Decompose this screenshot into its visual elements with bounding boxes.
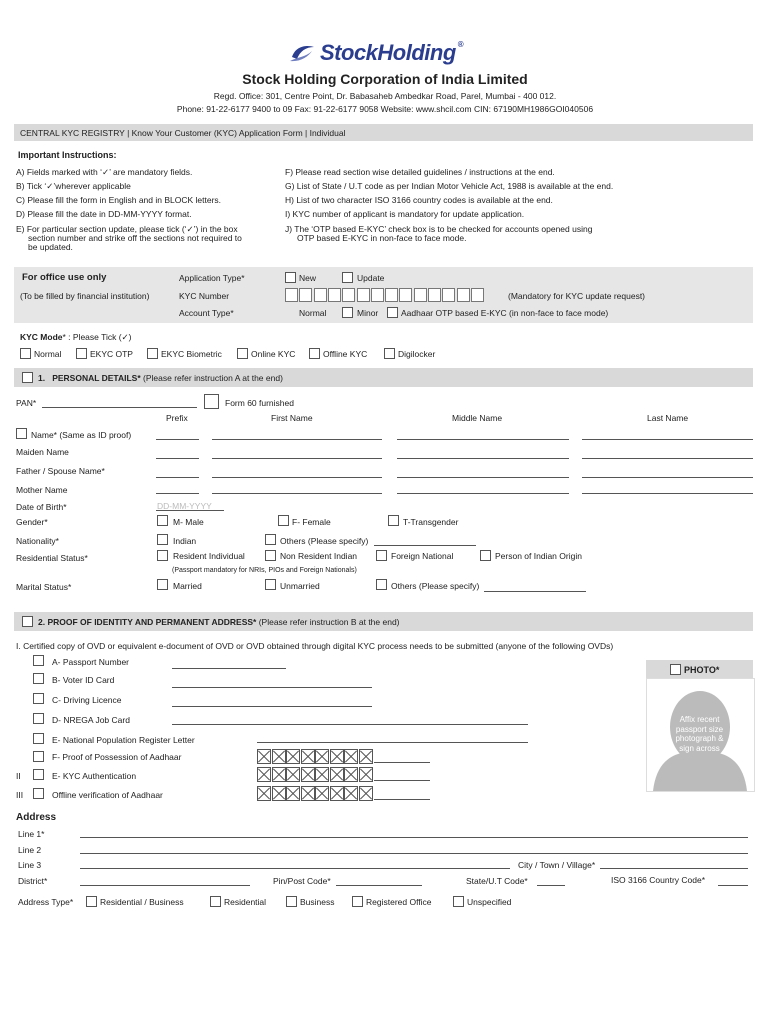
nationality-label: Nationality* (16, 536, 59, 546)
personal-section-checkbox[interactable] (22, 372, 33, 383)
option-label: EKYC OTP (90, 349, 133, 359)
kyc-mode-offline[interactable] (309, 348, 367, 359)
checkbox[interactable] (86, 896, 97, 907)
offline-aadhaar-checkbox[interactable] (33, 788, 44, 799)
option-label: Offline KYC (323, 349, 368, 359)
logo-text: StockHolding (320, 40, 456, 65)
driving-licence-checkbox[interactable] (33, 693, 44, 704)
name-field-line[interactable] (156, 477, 199, 478)
crossed-digit-box (344, 749, 358, 764)
kyc-digit-cell[interactable] (385, 288, 398, 302)
kyc-digit-cell[interactable] (299, 288, 312, 302)
roman-iii: III (16, 790, 24, 800)
form60-label: Form 60 furnished (225, 398, 294, 408)
kyc-digit-cell[interactable] (471, 288, 484, 302)
option-label: Digilocker (398, 349, 436, 359)
instruction-e-2: section number and strike off the sections not required to (28, 233, 242, 243)
passport-label: A- Passport Number (52, 657, 129, 667)
kyc-mode-digilocker[interactable] (384, 348, 435, 359)
aadhaar-possession-checkbox[interactable] (33, 751, 44, 762)
foreign-national-checkbox[interactable] (376, 550, 387, 561)
unmarried-checkbox[interactable] (265, 579, 276, 590)
photo-checkbox[interactable] (670, 664, 681, 675)
gender-male-checkbox[interactable] (157, 515, 168, 526)
kyc-digit-cell[interactable] (428, 288, 441, 302)
aadhaar-otp-label: Aadhaar OTP based E-KYC (in non-face to face mode) (401, 308, 609, 318)
marital-label: Marital Status* (16, 582, 72, 592)
address-type-business[interactable] (286, 896, 335, 907)
address-line3-field[interactable] (80, 868, 510, 869)
kyc-number-note: (Mandatory for KYC update request) (508, 291, 646, 301)
checkbox[interactable] (286, 896, 297, 907)
checkbox[interactable] (453, 896, 464, 907)
city-label: City / Town / Village* (518, 860, 596, 870)
ekyc-auth-checkbox[interactable] (33, 769, 44, 780)
checkbox[interactable] (20, 348, 31, 359)
kyc-number-label: KYC Number (179, 291, 230, 301)
marital-others-label: Others (Please specify) (391, 581, 480, 591)
instructions-heading: Important Instructions: (18, 150, 117, 160)
gender-female-checkbox[interactable] (278, 515, 289, 526)
minor-label: Minor (357, 308, 379, 318)
instruction-b: B) Tick ‘✓’wherever applicable (16, 181, 131, 191)
crossed-digit-box (359, 749, 373, 764)
passport-number-field[interactable] (172, 668, 286, 669)
crossed-digit-box (257, 749, 271, 764)
pan-label: PAN* (16, 398, 37, 408)
gender-male-label: M- Male (173, 517, 204, 527)
instruction-e-3: be updated. (28, 242, 73, 252)
state-field[interactable] (537, 885, 565, 886)
nationality-specify-field[interactable] (374, 545, 476, 546)
pio-label: Person of Indian Origin (495, 551, 582, 561)
crossed-digit-box (286, 749, 300, 764)
kyc-digit-cell[interactable] (342, 288, 355, 302)
nrega-label: D- NREGA Job Card (52, 715, 130, 725)
crossed-digit-box (257, 786, 271, 801)
kyc-mode-ekyc-otp[interactable] (76, 348, 133, 359)
unmarried-label: Unmarried (280, 581, 320, 591)
voter-id-field[interactable] (172, 687, 372, 688)
contact-line: Phone: 91-22-6177 9400 to 09 Fax: 91-22-6177 9058 Website: www.shcil.com CIN: 67190MH1986GOI040506 (176, 104, 594, 114)
kyc-mode-heading (20, 332, 132, 343)
checkbox[interactable] (237, 348, 248, 359)
address-type-registered-office[interactable] (352, 896, 432, 907)
crossed-digit-box (272, 786, 286, 801)
instruction-d: D) Please fill the date in DD-MM-YYYY format. (16, 209, 192, 219)
residential-label: Residential Status* (16, 553, 88, 563)
kyc-mode-normal[interactable] (20, 348, 61, 359)
father-label: Father / Spouse Name* (16, 466, 105, 476)
kyc-mode-online[interactable] (237, 348, 295, 359)
checkbox[interactable] (309, 348, 320, 359)
nationality-others-label: Others (Please specify) (280, 536, 369, 546)
resident-individual-label: Resident Individual (173, 551, 245, 561)
photo-note-line: Affix recent (679, 715, 720, 724)
name-field-line[interactable] (582, 439, 753, 440)
iso-label: ISO 3166 Country Code* (611, 875, 706, 885)
crossed-digit-box (272, 767, 286, 782)
ekyc-auth-label: E- KYC Authentication (52, 771, 137, 781)
address-line3-label: Line 3 (18, 860, 42, 870)
nri-checkbox[interactable] (265, 550, 276, 561)
gender-female-label: F- Female (292, 517, 331, 527)
digit-underline (374, 762, 430, 763)
office-use-subtitle: (To be filled by financial institution) (20, 291, 150, 301)
npr-field[interactable] (257, 742, 528, 743)
photo-note-line: sign across (679, 743, 720, 753)
digit-underline (374, 799, 430, 800)
pin-field[interactable] (336, 885, 422, 886)
foreign-national-label: Foreign National (391, 551, 454, 561)
name-field-line[interactable] (582, 458, 753, 459)
kyc-digit-cell[interactable] (414, 288, 427, 302)
identity-section-checkbox[interactable] (22, 616, 33, 627)
kyc-digit-cell[interactable] (357, 288, 370, 302)
married-checkbox[interactable] (157, 579, 168, 590)
new-label: New (299, 273, 317, 283)
state-label: State/U.T Code* (466, 876, 528, 886)
checkbox[interactable] (352, 896, 363, 907)
logo-swoosh-icon (288, 43, 316, 63)
kyc-digit-cell[interactable] (457, 288, 470, 302)
kyc-digit-cell[interactable] (399, 288, 412, 302)
instruction-h: H) List of two character ISO 3166 country codes is available at the end. (285, 195, 553, 205)
instruction-f: F) Please read section wise detailed guidelines / instructions at the end. (285, 167, 555, 177)
stockholding-logo (288, 40, 463, 66)
digit-underline (374, 780, 430, 781)
address-line1-field[interactable] (80, 837, 748, 838)
option-label: EKYC Biometric (161, 349, 222, 359)
crossed-digit-box (286, 767, 300, 782)
crossed-digit-box (344, 767, 358, 782)
crossed-digit-box (330, 749, 344, 764)
pin-label: Pin/Post Code* (273, 876, 331, 886)
photo-instruction (646, 715, 753, 753)
nationality-others-checkbox[interactable] (265, 534, 276, 545)
kyc-digit-cell[interactable] (285, 288, 298, 302)
company-name: Stock Holding Corporation of India Limited (242, 71, 528, 87)
option-label: Unspecified (467, 897, 512, 907)
last-name-header: Last Name (647, 413, 689, 423)
option-label: Registered Office (366, 897, 432, 907)
kyc-digit-cell[interactable] (371, 288, 384, 302)
crossed-digit-box (301, 786, 315, 801)
form60-checkbox[interactable] (204, 394, 219, 409)
name-field-line[interactable] (397, 493, 569, 494)
name-field-line[interactable] (212, 439, 382, 440)
option-label: Residential (224, 897, 267, 907)
crossed-digit-box (301, 767, 315, 782)
kyc-digit-cell[interactable] (442, 288, 455, 302)
form-title: CENTRAL KYC REGISTRY | Know Your Customer (KYC) Application Form | Individual (20, 128, 346, 138)
offline-aadhaar-label: Offline verification of Aadhaar (52, 790, 163, 800)
name-field-line[interactable] (397, 439, 569, 440)
instruction-i: I) KYC number of applicant is mandatory for update application. (285, 209, 525, 219)
instruction-a: A) Fields marked with ‘✓’ are mandatory fields. (16, 167, 193, 177)
section-number: 1. (38, 373, 46, 383)
name-field-line[interactable] (212, 493, 382, 494)
section-note: (Please refer instruction A at the end) (143, 373, 283, 383)
instruction-e-1: E) For particular section update, please tick (‘✓’) in the box (16, 224, 238, 234)
aadhaar-otp-checkbox[interactable] (387, 307, 398, 318)
section-note: (Please refer instruction B at the end) (258, 617, 400, 627)
nri-label: Non Resident Indian (280, 551, 358, 561)
registered-mark: ® (457, 40, 464, 49)
option-label: Online KYC (251, 349, 296, 359)
middle-name-header: Middle Name (452, 413, 503, 423)
account-normal-label: Normal (299, 308, 327, 318)
kyc-digit-cell[interactable] (328, 288, 341, 302)
name-field-line[interactable] (156, 493, 199, 494)
crossed-digit-box (301, 749, 315, 764)
roman-ii: II (16, 771, 21, 781)
iso-field[interactable] (718, 885, 748, 886)
address-type-residential[interactable] (210, 896, 266, 907)
dob-input[interactable]: DD-MM-YYYY (157, 501, 212, 511)
section-title: PERSONAL DETAILS* (52, 373, 141, 383)
marital-others-checkbox[interactable] (376, 579, 387, 590)
mother-label: Mother Name (16, 485, 68, 495)
prefix-header: Prefix (166, 413, 188, 423)
name-field-line[interactable] (397, 477, 569, 478)
address-line1-label: Line 1* (18, 829, 45, 839)
address-heading: Address (16, 812, 57, 823)
checkbox[interactable] (147, 348, 158, 359)
option-label: Business (300, 897, 335, 907)
photo-label: PHOTO* (684, 665, 720, 675)
married-label: Married (173, 581, 202, 591)
crossed-digit-box (286, 786, 300, 801)
instruction-j-2: OTP based E-KYC in non-face to face mode. (297, 233, 467, 243)
city-field[interactable] (600, 868, 748, 869)
application-type-label: Application Type* (179, 273, 245, 283)
photo-note-line: photograph & (675, 734, 724, 743)
gender-label: Gender* (16, 517, 48, 527)
gender-transgender-label: T-Transgender (403, 517, 459, 527)
personal-section-title (38, 373, 283, 383)
address-line2-field[interactable] (80, 853, 748, 854)
dob-underline (156, 510, 224, 511)
name-field-line[interactable] (156, 439, 199, 440)
crossed-digit-box (359, 767, 373, 782)
aadhaar-possession-label: F- Proof of Possession of Aadhaar (52, 752, 182, 762)
resident-individual-checkbox[interactable] (157, 550, 168, 561)
name-field-line[interactable] (156, 458, 199, 459)
driving-licence-field[interactable] (172, 706, 372, 707)
npr-label: E- National Population Register Letter (52, 735, 195, 745)
checkbox[interactable] (210, 896, 221, 907)
passport-note: (Passport mandatory for NRIs, PIOs and Foreign Nationals) (172, 567, 357, 574)
district-label: District* (18, 876, 48, 886)
instruction-c: C) Please fill the form in English and in BLOCK letters. (16, 195, 222, 205)
option-label: Normal (34, 349, 62, 359)
name-field-line[interactable] (582, 477, 753, 478)
crossed-digit-box (315, 767, 329, 782)
name-label: Name* (Same as ID proof) (31, 430, 132, 440)
passport-checkbox[interactable] (33, 655, 44, 666)
instruction-j-1: J) The ‘OTP based E-KYC’ check box is to be checked for accounts opened using (285, 224, 593, 234)
crossed-digit-box (344, 786, 358, 801)
address-type-label: Address Type* (18, 897, 74, 907)
update-checkbox[interactable] (342, 272, 353, 283)
crossed-digit-box (330, 786, 344, 801)
name-field-line[interactable] (212, 477, 382, 478)
ovd-intro: I. Certified copy of OVD or equivalent e-document of OVD or OVD obtained through digital KYC process needs to be submitted (anyone of the following OVDs) (16, 641, 614, 651)
crossed-digit-box (330, 767, 344, 782)
crossed-digit-box (359, 786, 373, 801)
account-type-label: Account Type* (179, 308, 234, 318)
kyc-digit-cell[interactable] (314, 288, 327, 302)
voter-id-checkbox[interactable] (33, 673, 44, 684)
name-field-line[interactable] (212, 458, 382, 459)
update-label: Update (357, 273, 385, 283)
address-type-residential-business[interactable] (86, 896, 184, 907)
name-checkbox[interactable] (16, 428, 27, 439)
pio-checkbox[interactable] (480, 550, 491, 561)
nationality-indian-checkbox[interactable] (157, 534, 168, 545)
minor-checkbox[interactable] (342, 307, 353, 318)
kyc-mode-ekyc-biometric[interactable] (147, 348, 222, 359)
driving-licence-label: C- Driving Licence (52, 695, 122, 705)
crossed-digit-box (257, 767, 271, 782)
name-field-line[interactable] (397, 458, 569, 459)
office-use-title: For office use only (22, 272, 107, 283)
crossed-digit-box (315, 749, 329, 764)
pan-field[interactable] (42, 407, 197, 408)
npr-checkbox[interactable] (33, 733, 44, 744)
nrega-field[interactable] (172, 724, 528, 725)
instruction-g: G) List of State / U.T code as per Indian Motor Vehicle Act, 1988 is available at the end. (285, 181, 614, 191)
first-name-header: First Name (271, 413, 313, 423)
marital-specify-field[interactable] (484, 591, 586, 592)
crossed-digit-box (315, 786, 329, 801)
address-line2-label: Line 2 (18, 845, 42, 855)
section-title: 2. PROOF OF IDENTITY AND PERMANENT ADDRESS* (38, 617, 257, 627)
maiden-label: Maiden Name (16, 447, 69, 457)
district-field[interactable] (80, 885, 250, 886)
dob-label: Date of Birth* (16, 502, 67, 512)
nrega-checkbox[interactable] (33, 713, 44, 724)
photo-note-line: passport size (675, 724, 724, 734)
address-type-unspecified[interactable] (453, 896, 511, 907)
new-checkbox[interactable] (285, 272, 296, 283)
kyc-mode-instruction: * : Please Tick (✓) (62, 332, 132, 342)
option-label: Residential / Business (100, 897, 184, 907)
checkbox[interactable] (384, 348, 395, 359)
name-field-line[interactable] (582, 493, 753, 494)
gender-transgender-checkbox[interactable] (388, 515, 399, 526)
identity-section-title (38, 617, 400, 627)
voter-id-label: B- Voter ID Card (52, 675, 115, 685)
registered-office: Regd. Office: 301, Centre Point, Dr. Babasaheb Ambedkar Road, Parel, Mumbai - 400 012. (213, 91, 557, 101)
checkbox[interactable] (76, 348, 87, 359)
kyc-mode-label: KYC Mode (20, 332, 63, 342)
crossed-digit-box (272, 749, 286, 764)
nationality-indian-label: Indian (173, 536, 197, 546)
